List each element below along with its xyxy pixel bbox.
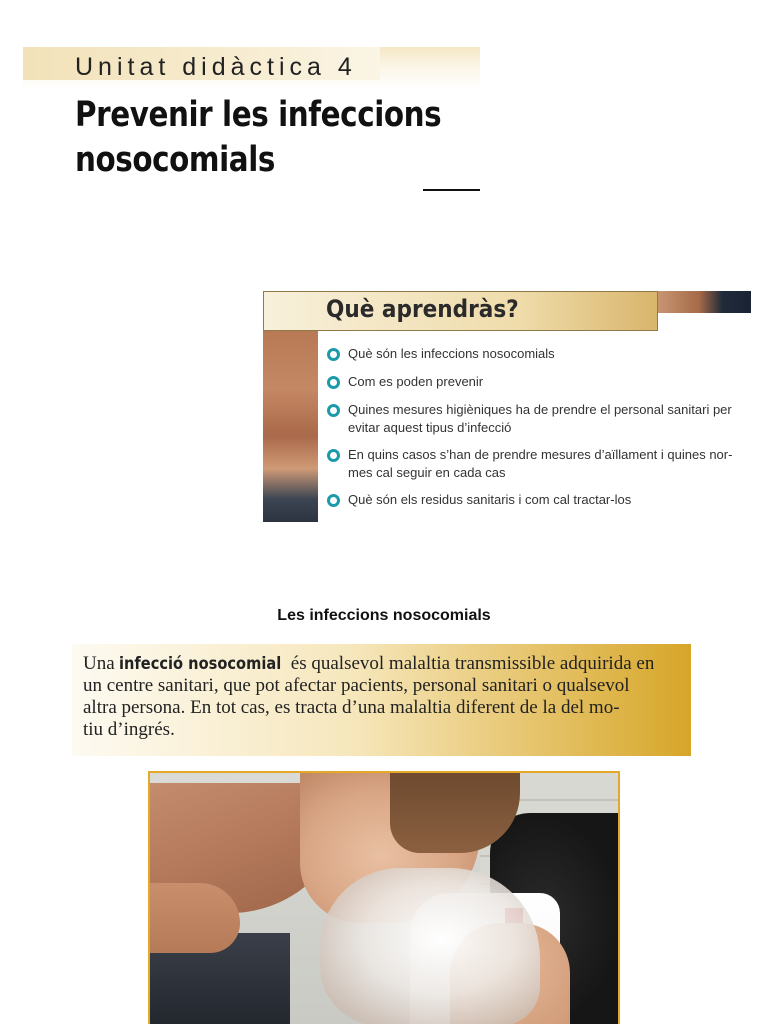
bullet-circle-icon xyxy=(327,348,340,361)
learning-objectives-title: Què aprendràs? xyxy=(326,295,519,323)
definition-line-3: altra persona. En tot cas, es tracta d’una malaltia diferent de la del mo- xyxy=(83,697,620,718)
bullet-circle-icon xyxy=(327,494,340,507)
unit-label: Unitat didàctica 4 xyxy=(75,53,357,81)
learning-objective xyxy=(327,491,747,509)
definition-line-2: un centre sanitari, que pot afectar pacients, personal sanitari o qualsevol xyxy=(83,675,630,696)
unit-title-line-2: nosocomials xyxy=(75,140,275,180)
definition-prefix: Una xyxy=(83,653,115,674)
bullet-circle-icon xyxy=(327,449,340,462)
unit-title xyxy=(75,93,442,183)
learning-objective-text: Com es poden prevenir xyxy=(348,374,484,389)
bullet-circle-icon xyxy=(327,376,340,389)
learning-objective-text: Què són les infeccions nosocomials xyxy=(348,346,555,361)
learning-objective xyxy=(327,373,747,391)
learning-objective xyxy=(327,446,747,482)
definition-text xyxy=(83,653,683,741)
panel-photo-top xyxy=(657,291,751,313)
vaccination-photo xyxy=(148,771,620,1024)
unit-title-line-1: Prevenir les infeccions xyxy=(75,95,442,135)
photo-hand xyxy=(150,883,240,953)
definition-line-1-rest: és qualsevol malaltia transmissible adquirida en xyxy=(290,653,655,674)
learning-objective-text-cont: evitar aquest tipus d’infecció xyxy=(348,420,512,435)
learning-objectives-title-box xyxy=(263,291,658,331)
learning-objective-text-cont: mes cal seguir en cada cas xyxy=(348,465,506,480)
learning-objective-text: Què són els residus sanitaris i com cal tractar-los xyxy=(348,492,632,507)
photo-gloved-hands xyxy=(320,868,540,1024)
learning-objective xyxy=(327,345,747,363)
header-rule xyxy=(423,189,480,191)
learning-objective xyxy=(327,401,747,437)
panel-photo-left xyxy=(263,331,318,522)
learning-objective-text: Quines mesures higièniques ha de prendre el personal sanitari per xyxy=(348,402,732,417)
learning-objectives-panel xyxy=(263,291,751,522)
section-heading: Les infeccions nosocomials xyxy=(277,607,491,624)
bullet-circle-icon xyxy=(327,404,340,417)
definition-line-4: tiu d’ingrés. xyxy=(83,719,175,740)
unit-header xyxy=(23,47,480,192)
learning-objective-text: En quins casos s’han de prendre mesures d’aïllament i quines nor- xyxy=(348,447,733,462)
definition-term: infecció nosocomial xyxy=(119,654,282,674)
definition-box xyxy=(72,644,691,756)
definition-line-1 xyxy=(83,653,683,675)
learning-objectives-list xyxy=(327,345,747,509)
